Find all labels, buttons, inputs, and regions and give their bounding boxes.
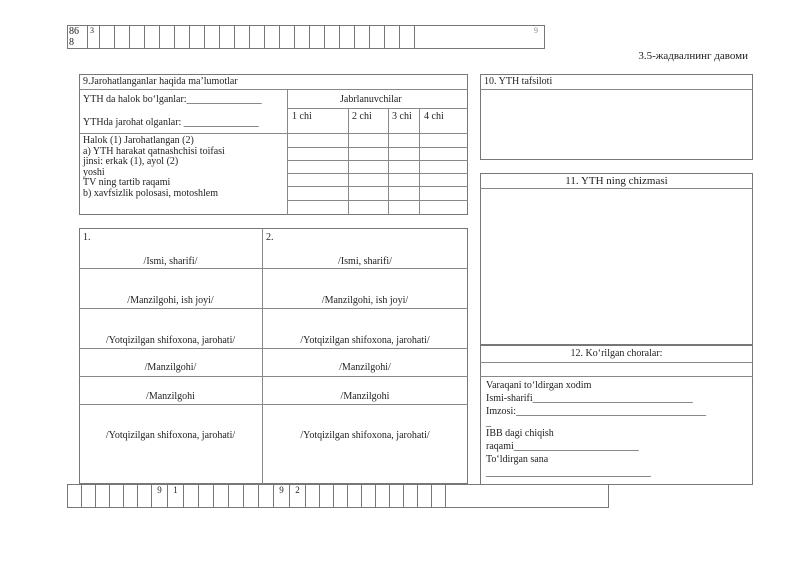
ibb-number-field[interactable]: raqami_________________________ xyxy=(486,441,639,452)
strip-cell xyxy=(67,484,81,508)
filler-extra-line: _ xyxy=(486,417,491,428)
section-9-title: 9.Jarohatlanganlar haqida ma’lumotlar xyxy=(83,76,238,87)
filler-signature-field[interactable]: Imzosi:______________________________________ xyxy=(486,406,706,417)
detail-row: TV ning tartib raqami xyxy=(83,177,171,189)
detail-row: b) xavfsizlik polosasi, motoshlem xyxy=(83,187,218,199)
section-11-title: 11. YTH ning chizmasi xyxy=(565,175,668,187)
strip-cell xyxy=(123,484,137,508)
strip-cell xyxy=(417,484,431,508)
strip-cell xyxy=(249,25,264,49)
strip-cell xyxy=(174,25,189,49)
victim-2-address-label-2: /Manzilgohi xyxy=(340,391,390,402)
victim-1-address-label-2: /Manzilgohi xyxy=(146,391,195,402)
strip-cell xyxy=(354,25,369,49)
col-2-header: 2 chi xyxy=(352,111,372,122)
victim-1-address-work-label: /Manzilgohi, ish joyi/ xyxy=(127,295,214,306)
participants-header: Jabrlanuvchilar xyxy=(340,94,402,105)
victim-2-hospital-label-2: /Yotqizilgan shifoxona, jarohati/ xyxy=(300,430,430,441)
victim-2-number: 2. xyxy=(266,232,274,243)
strip-cell xyxy=(109,484,123,508)
killed-label: YTH da halok bo‘lganlar:_______________ xyxy=(83,94,262,105)
strip-cell xyxy=(384,25,399,49)
ibb-label: IBB dagi chiqish xyxy=(486,428,554,439)
strip-cell: 9 xyxy=(414,25,545,49)
strip-cell xyxy=(189,25,204,49)
strip-cell xyxy=(361,484,375,508)
strip-cell xyxy=(219,25,234,49)
strip-cell xyxy=(431,484,445,508)
filler-title: Varaqani to‘ldirgan xodim xyxy=(486,380,592,391)
strip-cell: 9 xyxy=(151,484,167,508)
col-4-header: 4 chi xyxy=(424,111,444,122)
strip-cell xyxy=(213,484,228,508)
fill-date-field[interactable]: _________________________________ xyxy=(486,467,651,478)
section-10-title: 10. YTH tafsiloti xyxy=(484,76,553,87)
strip-cell: 3 xyxy=(87,25,99,49)
detail-row: a) YTH harakat qatnashchisi toifasi xyxy=(83,145,225,157)
victim-2-name-label: /Ismi, sharifi/ xyxy=(338,256,392,267)
section-11-box xyxy=(480,173,753,345)
victim-1-hospital-label-2: /Yotqizilgan shifoxona, jarohati/ xyxy=(105,430,236,441)
strip-cell xyxy=(81,484,95,508)
strip-cell xyxy=(294,25,309,49)
strip-cell xyxy=(159,25,174,49)
strip-cell xyxy=(114,25,129,49)
injured-label: YTHda jarohat olganlar: _______________ xyxy=(83,117,259,128)
strip-cell: 1 xyxy=(167,484,183,508)
strip-cell xyxy=(99,25,114,49)
strip-cell xyxy=(403,484,417,508)
strip-cell xyxy=(243,484,258,508)
strip-cell xyxy=(228,484,243,508)
strip-cell xyxy=(129,25,144,49)
continuation-label: 3.5-жадвалнинг давоми xyxy=(638,50,748,62)
strip-cell xyxy=(347,484,361,508)
strip-cell xyxy=(204,25,219,49)
detail-row: yoshi xyxy=(83,166,105,178)
top-cell-strip xyxy=(67,25,545,49)
victim-1-name-label: /Ismi, sharifi/ xyxy=(143,256,198,267)
filler-name-field[interactable]: Ismi-sharifi________________________________ xyxy=(486,393,693,404)
detail-list xyxy=(83,136,225,200)
detail-row: jinsi: erkak (1), ayol (2) xyxy=(83,156,179,168)
victim-2-hospital-label: /Yotqizilgan shifoxona, jarohati/ xyxy=(300,335,430,346)
strip-cell xyxy=(264,25,279,49)
strip-cell xyxy=(258,484,273,508)
strip-cell xyxy=(389,484,403,508)
victim-2-address-label: /Manzilgohi/ xyxy=(339,362,391,373)
strip-cell xyxy=(339,25,354,49)
victim-2-address-work-label: /Manzilgohi, ish joyi/ xyxy=(321,295,409,306)
bottom-cell-strip xyxy=(67,484,741,508)
strip-cell xyxy=(279,25,294,49)
strip-cell: 9 xyxy=(273,484,289,508)
strip-cell xyxy=(309,25,324,49)
victim-1-number: 1. xyxy=(83,232,91,243)
strip-cell xyxy=(305,484,319,508)
col-1-header: 1 chi xyxy=(292,111,312,122)
strip-cell xyxy=(369,25,384,49)
strip-cell xyxy=(183,484,198,508)
strip-cell xyxy=(333,484,347,508)
strip-cell xyxy=(95,484,109,508)
strip-cell xyxy=(399,25,414,49)
detail-row: Halok (1) Jarohatlangan (2) xyxy=(83,135,194,146)
strip-cell: 2 xyxy=(289,484,305,508)
victim-1-hospital-label: /Yotqizilgan shifoxona, jarohati/ xyxy=(105,335,236,346)
strip-cell: 86 8 xyxy=(67,25,87,49)
strip-cell xyxy=(324,25,339,49)
strip-cell xyxy=(375,484,389,508)
col-3-header: 3 chi xyxy=(392,111,412,122)
strip-cell xyxy=(198,484,213,508)
strip-cell xyxy=(144,25,159,49)
strip-cell xyxy=(445,484,609,508)
strip-cell xyxy=(137,484,151,508)
form-filler-block xyxy=(486,379,706,479)
fill-date-label: To‘ldirgan sana xyxy=(486,454,549,465)
victim-1-address-label: /Manzilgohi/ xyxy=(144,362,197,373)
strip-cell xyxy=(234,25,249,49)
strip-cell xyxy=(319,484,333,508)
section-12-title: 12. Ko‘rilgan choralar: xyxy=(570,348,663,359)
